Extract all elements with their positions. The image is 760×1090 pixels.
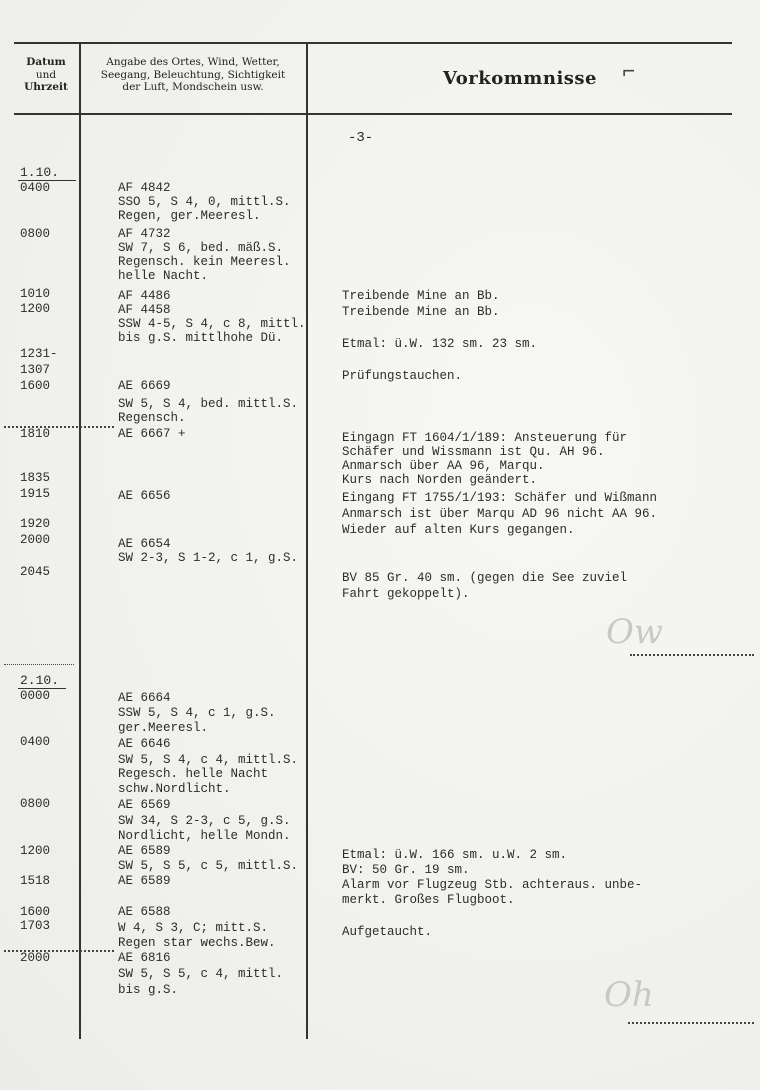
event-line: Eingagn FT 1604/1/189: Ansteuerung für bbox=[342, 431, 628, 445]
top-rule bbox=[14, 42, 732, 44]
location-line: Regesch. helle Nacht bbox=[118, 767, 269, 781]
event-line: Alarm vor Flugzeug Stb. achteraus. unbe- bbox=[342, 878, 643, 892]
event-line: merkt. Großes Flugboot. bbox=[342, 893, 515, 907]
location-line: Nordlicht, helle Mondn. bbox=[118, 829, 291, 843]
location-line: Regensch. kein Meeresl. bbox=[118, 255, 291, 269]
time-label: 1703 bbox=[20, 919, 51, 933]
location-line: AF 4486 bbox=[118, 289, 171, 303]
event-line: BV 85 Gr. 40 sm. (gegen die See zuviel bbox=[342, 571, 628, 585]
header-location-line-1: Angabe des Ortes, Wind, Wetter, bbox=[106, 56, 280, 68]
time-label: 2000 bbox=[20, 951, 51, 965]
location-line: AE 6656 bbox=[118, 489, 171, 503]
location-line: AE 6589 bbox=[118, 874, 171, 888]
event-line: Etmal: ü.W. 132 sm. 23 sm. bbox=[342, 337, 538, 351]
header-events: Vorkommnisse bbox=[442, 68, 598, 89]
time-label: 0800 bbox=[20, 797, 51, 811]
event-line: Aufgetaucht. bbox=[342, 925, 433, 939]
location-line: Regensch. bbox=[118, 411, 186, 425]
event-line: Schäfer und Wissmann ist Qu. AH 96. bbox=[342, 445, 605, 459]
time-label: 0400 bbox=[20, 735, 51, 749]
header-location-weather bbox=[82, 56, 304, 94]
location-line: Regen star wechs.Bew. bbox=[118, 936, 276, 950]
location-line: SW 5, S 4, c 4, mittl.S. bbox=[118, 753, 299, 767]
header-and-label: und bbox=[35, 68, 57, 81]
location-line: AE 6646 bbox=[118, 737, 171, 751]
location-line: AF 4732 bbox=[118, 227, 171, 241]
time-label: 0800 bbox=[20, 227, 51, 241]
signature-faint-2: Oh bbox=[604, 975, 654, 1015]
location-line: W 4, S 3, C; mitt.S. bbox=[118, 921, 269, 935]
location-line: SW 2-3, S 1-2, c 1, g.S. bbox=[118, 551, 299, 565]
location-line: AE 6664 bbox=[118, 691, 171, 705]
time-label: 1200 bbox=[20, 844, 51, 858]
location-line: schw.Nordlicht. bbox=[118, 782, 231, 796]
event-line: Wieder auf alten Kurs gegangen. bbox=[342, 523, 575, 537]
location-line: AE 6588 bbox=[118, 905, 171, 919]
location-line: bis g.S. mittlhohe Dü. bbox=[118, 331, 284, 345]
location-line: AE 6589 bbox=[118, 844, 171, 858]
header-bottom-rule bbox=[14, 113, 732, 115]
header-location-line-3: der Luft, Mondschein usw. bbox=[122, 81, 264, 93]
location-line: Regen, ger.Meeresl. bbox=[118, 209, 261, 223]
time-label: 1231- bbox=[20, 347, 58, 361]
time-label: 1307 bbox=[20, 363, 51, 377]
header-location-line-2: Seegang, Beleuchtung, Sichtigkeit bbox=[100, 68, 286, 81]
header-date-label: Datum bbox=[26, 56, 66, 68]
location-line: SW 34, S 2-3, c 5, g.S. bbox=[118, 814, 291, 828]
location-line: AF 4842 bbox=[118, 181, 171, 195]
time-label: 2045 bbox=[20, 565, 51, 579]
location-line: SW 5, S 5, c 4, mittl. bbox=[118, 967, 284, 981]
page-number: -3- bbox=[348, 130, 374, 146]
location-line: SW 5, S 5, c 5, mittl.S. bbox=[118, 859, 299, 873]
location-line: AE 6569 bbox=[118, 798, 171, 812]
time-label: 1810 bbox=[20, 427, 51, 441]
location-line: AE 6654 bbox=[118, 537, 171, 551]
time-label: 1200 bbox=[20, 302, 51, 316]
event-line: Prüfungstauchen. bbox=[342, 369, 463, 383]
dotted-separator bbox=[628, 1022, 754, 1024]
dotted-separator bbox=[4, 664, 74, 665]
event-line: Etmal: ü.W. 166 sm. u.W. 2 sm. bbox=[342, 848, 568, 862]
location-line: AE 6669 bbox=[118, 379, 171, 393]
location-line: ger.Meeresl. bbox=[118, 721, 209, 735]
date-day-2: 2.10. bbox=[20, 673, 60, 688]
location-line: SW 5, S 4, bed. mittl.S. bbox=[118, 397, 299, 411]
event-line: BV: 50 Gr. 19 sm. bbox=[342, 863, 470, 877]
column-divider-1 bbox=[79, 44, 81, 1039]
header-time-label: Uhrzeit bbox=[24, 81, 68, 93]
time-label: 2000 bbox=[20, 533, 51, 547]
event-line: Anmarsch über AA 96, Marqu. bbox=[342, 459, 545, 473]
location-line: AF 4458 bbox=[118, 303, 171, 317]
time-label: 1600 bbox=[20, 379, 51, 393]
location-line: SSW 5, S 4, c 1, g.S. bbox=[118, 706, 276, 720]
event-line: Anmarsch ist über Marqu AD 96 nicht AA 96. bbox=[342, 507, 658, 521]
time-label: 1010 bbox=[20, 287, 51, 301]
dotted-separator bbox=[630, 654, 754, 656]
event-line: Treibende Mine an Bb. bbox=[342, 305, 500, 319]
column-divider-2 bbox=[306, 44, 308, 1039]
date-day-1: 1.10. bbox=[20, 165, 60, 180]
location-line: AE 6816 bbox=[118, 951, 171, 965]
time-label: 0000 bbox=[20, 689, 51, 703]
event-line: Eingang FT 1755/1/193: Schäfer und Wißmann bbox=[342, 491, 658, 505]
location-line: AE 6667 + bbox=[118, 427, 186, 441]
signature-faint-1: Ow bbox=[606, 612, 663, 652]
location-line: helle Nacht. bbox=[118, 269, 209, 283]
time-label: 1915 bbox=[20, 487, 51, 501]
event-line: Fahrt gekoppelt). bbox=[342, 587, 470, 601]
location-line: SSO 5, S 4, 0, mittl.S. bbox=[118, 195, 291, 209]
time-label: 1518 bbox=[20, 874, 51, 888]
location-line: SSW 4-5, S 4, c 8, mittl. bbox=[118, 317, 306, 331]
time-label: 1600 bbox=[20, 905, 51, 919]
location-line: bis g.S. bbox=[118, 983, 179, 997]
header-date-time bbox=[14, 56, 78, 94]
time-label: 1835 bbox=[20, 471, 51, 485]
event-line: Treibende Mine an Bb. bbox=[342, 289, 500, 303]
event-line: Kurs nach Norden geändert. bbox=[342, 473, 538, 487]
location-line: SW 7, S 6, bed. mäß.S. bbox=[118, 241, 284, 255]
time-label: 0400 bbox=[20, 181, 51, 195]
time-label: 1920 bbox=[20, 517, 51, 531]
pencil-mark-icon: ⌐ bbox=[622, 60, 636, 85]
